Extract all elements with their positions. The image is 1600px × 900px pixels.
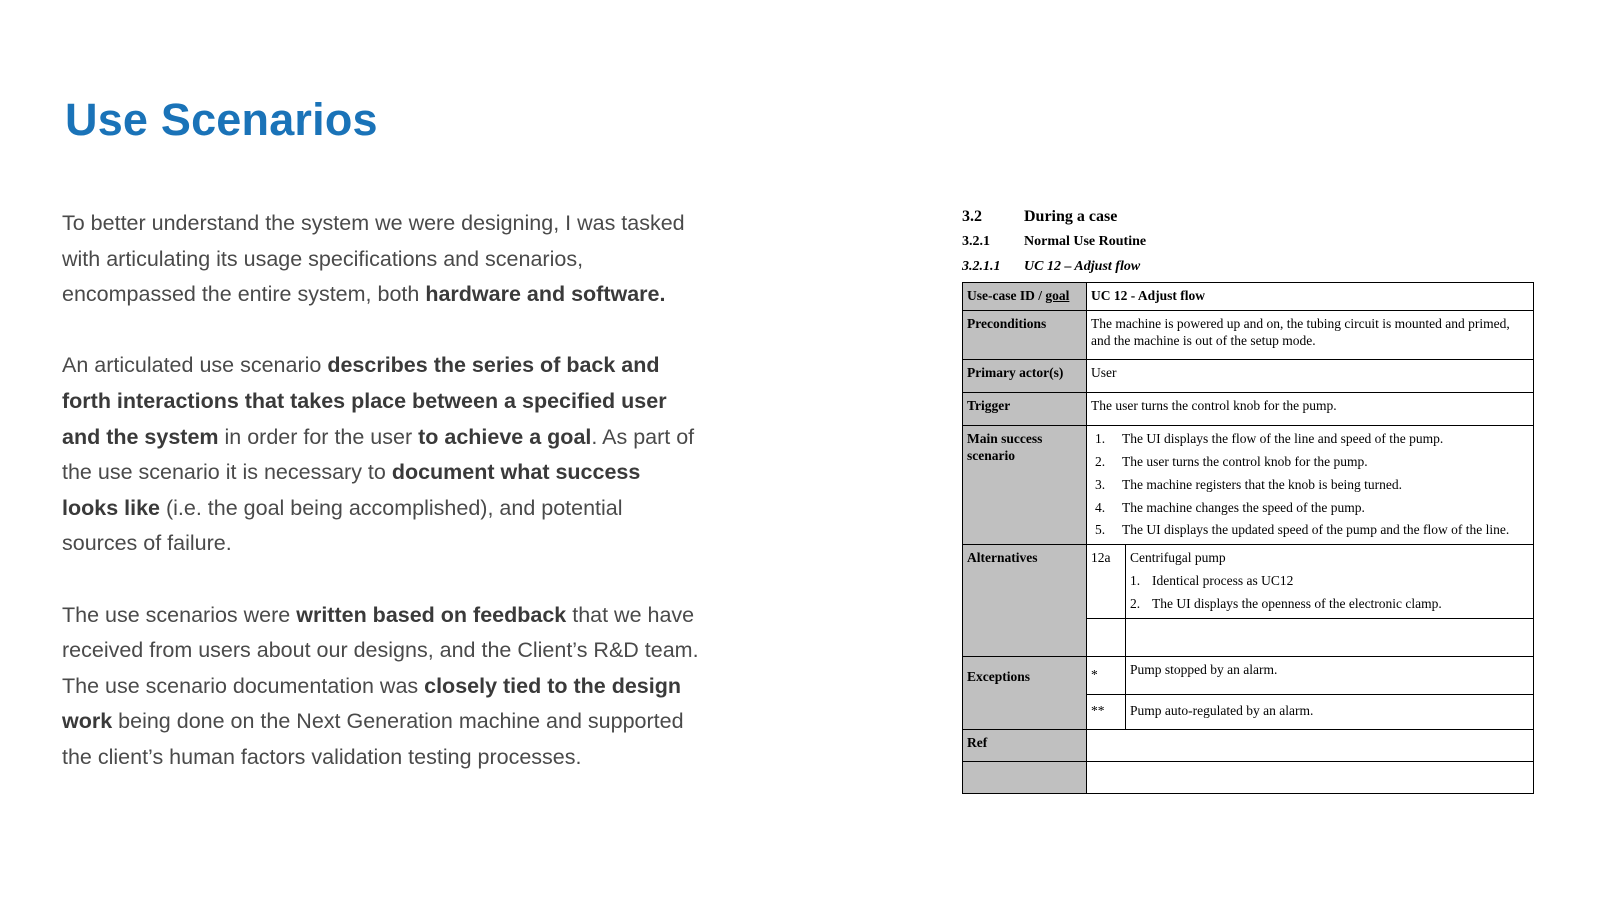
alternatives-table	[1087, 545, 1533, 656]
list-item: 5. The UI displays the updated speed of the pump and the flow of the line.	[1095, 522, 1510, 538]
alt-steps-list	[1130, 573, 1529, 613]
list-item: 1. The UI displays the flow of the line and speed of the pump.	[1095, 430, 1444, 446]
exception-code: *	[1087, 657, 1126, 695]
table-row	[963, 283, 1534, 311]
use-case-title: UC 12 – Adjust flow	[1024, 259, 1141, 274]
alt-blank-content	[1126, 618, 1534, 656]
table-row	[963, 359, 1534, 392]
intro-p3-text-1: The use scenarios were	[62, 602, 297, 627]
actor-label: Primary actor(s)	[963, 359, 1087, 392]
exceptions-value	[1087, 656, 1534, 729]
exception-text: Pump stopped by an alarm.	[1130, 661, 1278, 677]
ref-value	[1087, 729, 1534, 761]
table-row	[963, 761, 1534, 793]
alternatives-value	[1087, 545, 1534, 657]
table-row	[963, 545, 1534, 657]
intro-paragraph-3	[62, 598, 702, 776]
alt-content	[1126, 545, 1534, 618]
list-item: 2. The user turns the control knob for the pump.	[1095, 453, 1368, 469]
ref-label: Ref	[963, 729, 1087, 761]
table-row	[963, 392, 1534, 425]
intro-p2-bold-3: document what success looks like	[62, 460, 641, 520]
alt-blank-code	[1087, 618, 1126, 656]
intro-text	[62, 206, 702, 811]
section-heading	[962, 209, 1534, 235]
actor-value: User	[1087, 359, 1534, 392]
trigger-value: The user turns the control knob for the pump.	[1087, 392, 1534, 425]
intro-paragraph-2	[62, 348, 702, 562]
exception-text: Pump auto-regulated by an alarm.	[1126, 694, 1534, 729]
use-case-document	[962, 209, 1534, 794]
blank-value	[1087, 761, 1534, 793]
intro-p2-text-1: An articulated use scenario	[62, 353, 328, 378]
intro-p2-text-3: . As part of the use scenario it is necessary to	[62, 424, 695, 485]
exceptions-table	[1087, 657, 1533, 729]
main-scenario-label: Main success scenario	[963, 425, 1087, 544]
main-scenario-value	[1087, 425, 1534, 544]
alt-code: 12a	[1087, 545, 1126, 618]
subsection-title: Normal Use Routine	[1024, 234, 1147, 249]
intro-p2-bold-1: describes the series of back and forth interactions that takes place between a specified user and the system	[62, 353, 667, 449]
use-case-table	[962, 282, 1534, 794]
table-row	[963, 729, 1534, 761]
intro-p2-text-2: in order for the user	[218, 424, 419, 449]
preconditions-label: Preconditions	[963, 310, 1087, 359]
list-item: 3. The machine registers that the knob is being turned.	[1095, 476, 1403, 492]
id-value: UC 12 - Adjust flow	[1087, 283, 1534, 311]
trigger-label: Trigger	[963, 392, 1087, 425]
use-case-number: 3.2.1.1	[962, 259, 1001, 274]
intro-p3-text-3: being done on the Next Generation machine and supported the client’s human factors validation testing processes.	[62, 709, 684, 769]
intro-p3-bold-2: closely tied to the design work	[62, 673, 681, 734]
table-row	[963, 656, 1534, 729]
subsection-heading	[962, 235, 1534, 260]
main-steps-list	[1091, 431, 1529, 539]
preconditions-value: The machine is powered up and on, the tubing circuit is mounted and primed, and the machine is out of the setup mode.	[1087, 310, 1534, 359]
intro-p3-text-2: that we have received from users about our designs, and the Client’s R&D team. The use scenario documentation was	[62, 602, 699, 698]
list-item: 4. The machine changes the speed of the pump.	[1095, 499, 1365, 515]
use-case-heading	[962, 260, 1534, 282]
table-row	[963, 310, 1534, 359]
page-title: Use Scenarios	[65, 94, 378, 145]
alternatives-label: Alternatives	[963, 545, 1087, 657]
intro-p2-text-4: (i.e. the goal being accomplished), and potential sources of failure.	[62, 495, 623, 556]
exceptions-label: Exceptions	[963, 656, 1087, 729]
intro-p2-bold-2: to achieve a goal	[418, 424, 592, 449]
subsection-number: 3.2.1	[962, 234, 990, 249]
intro-p3-bold-1: written based on feedback	[296, 602, 567, 627]
alt-title: Centrifugal pump	[1130, 550, 1226, 566]
id-label: Use-case ID / goal	[963, 283, 1087, 311]
table-row	[963, 425, 1534, 544]
exception-code: **	[1087, 694, 1126, 729]
list-item: 2. The UI displays the openness of the electronic clamp.	[1130, 596, 1442, 611]
intro-p1-bold: hardware and software.	[425, 282, 666, 307]
section-number: 3.2	[962, 208, 982, 225]
blank-label	[963, 761, 1087, 793]
section-title: During a case	[1024, 208, 1118, 225]
list-item: 1. Identical process as UC12	[1130, 573, 1294, 589]
intro-paragraph-1	[62, 206, 702, 313]
intro-p1-text: To better understand the system we were designing, I was tasked with articulating its usage specifications and scenarios, encompassed the entire system, both	[62, 211, 685, 307]
